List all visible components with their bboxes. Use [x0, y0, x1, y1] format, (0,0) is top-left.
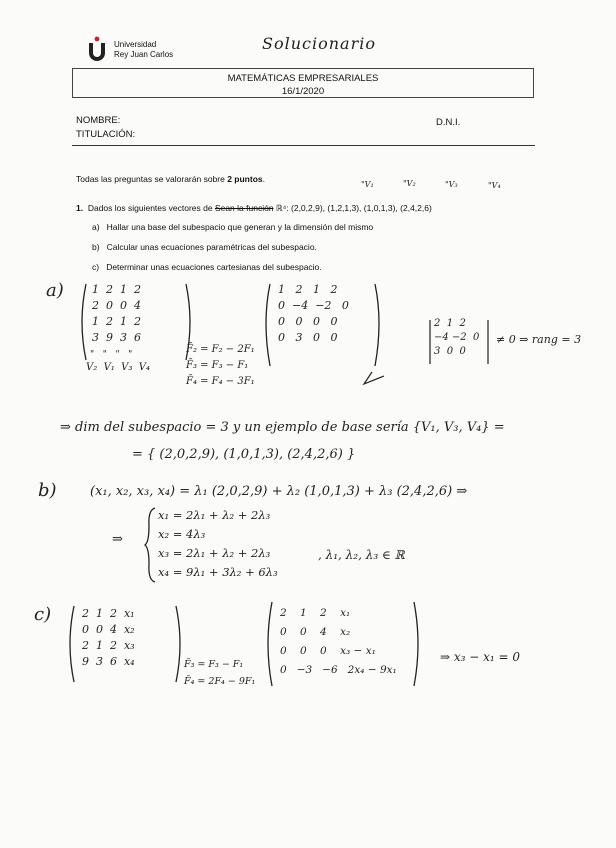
exam-date: 16/1/2020 [281, 86, 325, 97]
question-item-a: a) Hallar una base del subespacio que generan y la dimensión del mismo [92, 222, 374, 232]
vector-mark-v3: "V₃ [445, 180, 458, 189]
university-logo [86, 36, 108, 62]
parametric-vector-equation: (x₁, x₂, x₃, x₄) = λ₁ (2,0,2,9) + λ₂ (1,0,1,3) + λ₃ (2,4,2,6) ⇒ [90, 484, 468, 499]
matrix-a1: 1 2 1 2 2 0 0 4 1 2 1 2 3 9 3 6 [92, 283, 141, 344]
degree-label: TITULACIÓN: [76, 129, 136, 140]
parametric-system: x₁ = 2λ₁ + λ₂ + 2λ₃ x₂ = 4λ₃ x₃ = 2λ₁ + λ₂ + 2λ₃ x₄ = 9λ₁ + 3λ₂ + 6λ₃ [158, 508, 278, 579]
conclusion-a-line2: = { (2,0,2,9), (1,0,1,3), (2,4,2,6) } [132, 447, 356, 462]
matrix-a2: 1 2 1 2 0 −4 −2 0 0 0 0 0 0 3 0 0 [278, 283, 349, 344]
matrix-c1: 2 1 2 x₁ 0 0 4 x₂ 2 1 2 x₃ 9 3 6 x₄ [82, 607, 135, 668]
determinant-result: ≠ 0 ⇒ rang = 3 [496, 333, 582, 346]
vector-mark-v4: "V₄ [488, 181, 501, 190]
name-label: NOMBRE: [76, 115, 121, 126]
row-ops-c: F̄₃ = F₃ − F₁ F̄₄ = 2F₄ − 9F₁ [184, 659, 256, 687]
vector-mark-v1: "V₁ [361, 180, 374, 189]
intro-text: Todas las preguntas se valorarán sobre 2 puntos. [76, 174, 265, 184]
conclusion-a-line1: ⇒ dim del subespacio = 3 y un ejemplo de base sería {V₁, V₃, V₄} = [60, 420, 505, 435]
cartesian-equation: ⇒ x₃ − x₁ = 0 [440, 650, 521, 664]
system-brace [144, 506, 158, 584]
exam-title-box [72, 68, 534, 98]
implication-arrow: ⇒ [112, 532, 123, 547]
row-ops-a: F̄₂ = F₂ − 2F₁ F̄₃ = F₃ − F₁ F̄₄ = F₄ − 3F₁ [186, 344, 255, 387]
question-item-c: c) Determinar unas ecuaciones cartesianas del subespacio. [92, 262, 322, 272]
determinant: 2 1 2 −4 −2 0 3 0 0 [434, 318, 480, 357]
matrix-a1-marks: " " " " [90, 350, 133, 360]
part-a-label: a) [46, 280, 64, 301]
part-c-label: c) [34, 604, 52, 625]
handwritten-title: Solucionario [262, 34, 376, 53]
vector-mark-v2: "V₂ [403, 179, 416, 188]
matrix-c2: 2 1 2 x₁ 0 0 4 x₂ 0 0 0 x₃ − x₁ 0 −3 −6 2x₄ − 9x₁ [280, 607, 397, 676]
course-title: MATEMÁTICAS EMPRESARIALES [227, 73, 379, 84]
part-b-label: b) [38, 480, 57, 501]
header-divider [72, 145, 535, 146]
question-item-b: b) Calcular unas ecuaciones paramétricas del subespacio. [92, 242, 317, 252]
matrix-a1-vectors: V₂ V₁ V₃ V₄ [86, 362, 150, 373]
university-name: Universidad Rey Juan Carlos [114, 40, 174, 59]
parameters-domain: , λ₁, λ₂, λ₃ ∈ ℝ [318, 548, 405, 562]
id-label: D.N.I. [436, 117, 461, 128]
question-statement: 1. Dados los siguientes vectores de Sean la función ℝ⁴: (2,0,2,9), (1,2,1,3), (1,0,1,3), (2,4,2,6) [76, 203, 432, 213]
